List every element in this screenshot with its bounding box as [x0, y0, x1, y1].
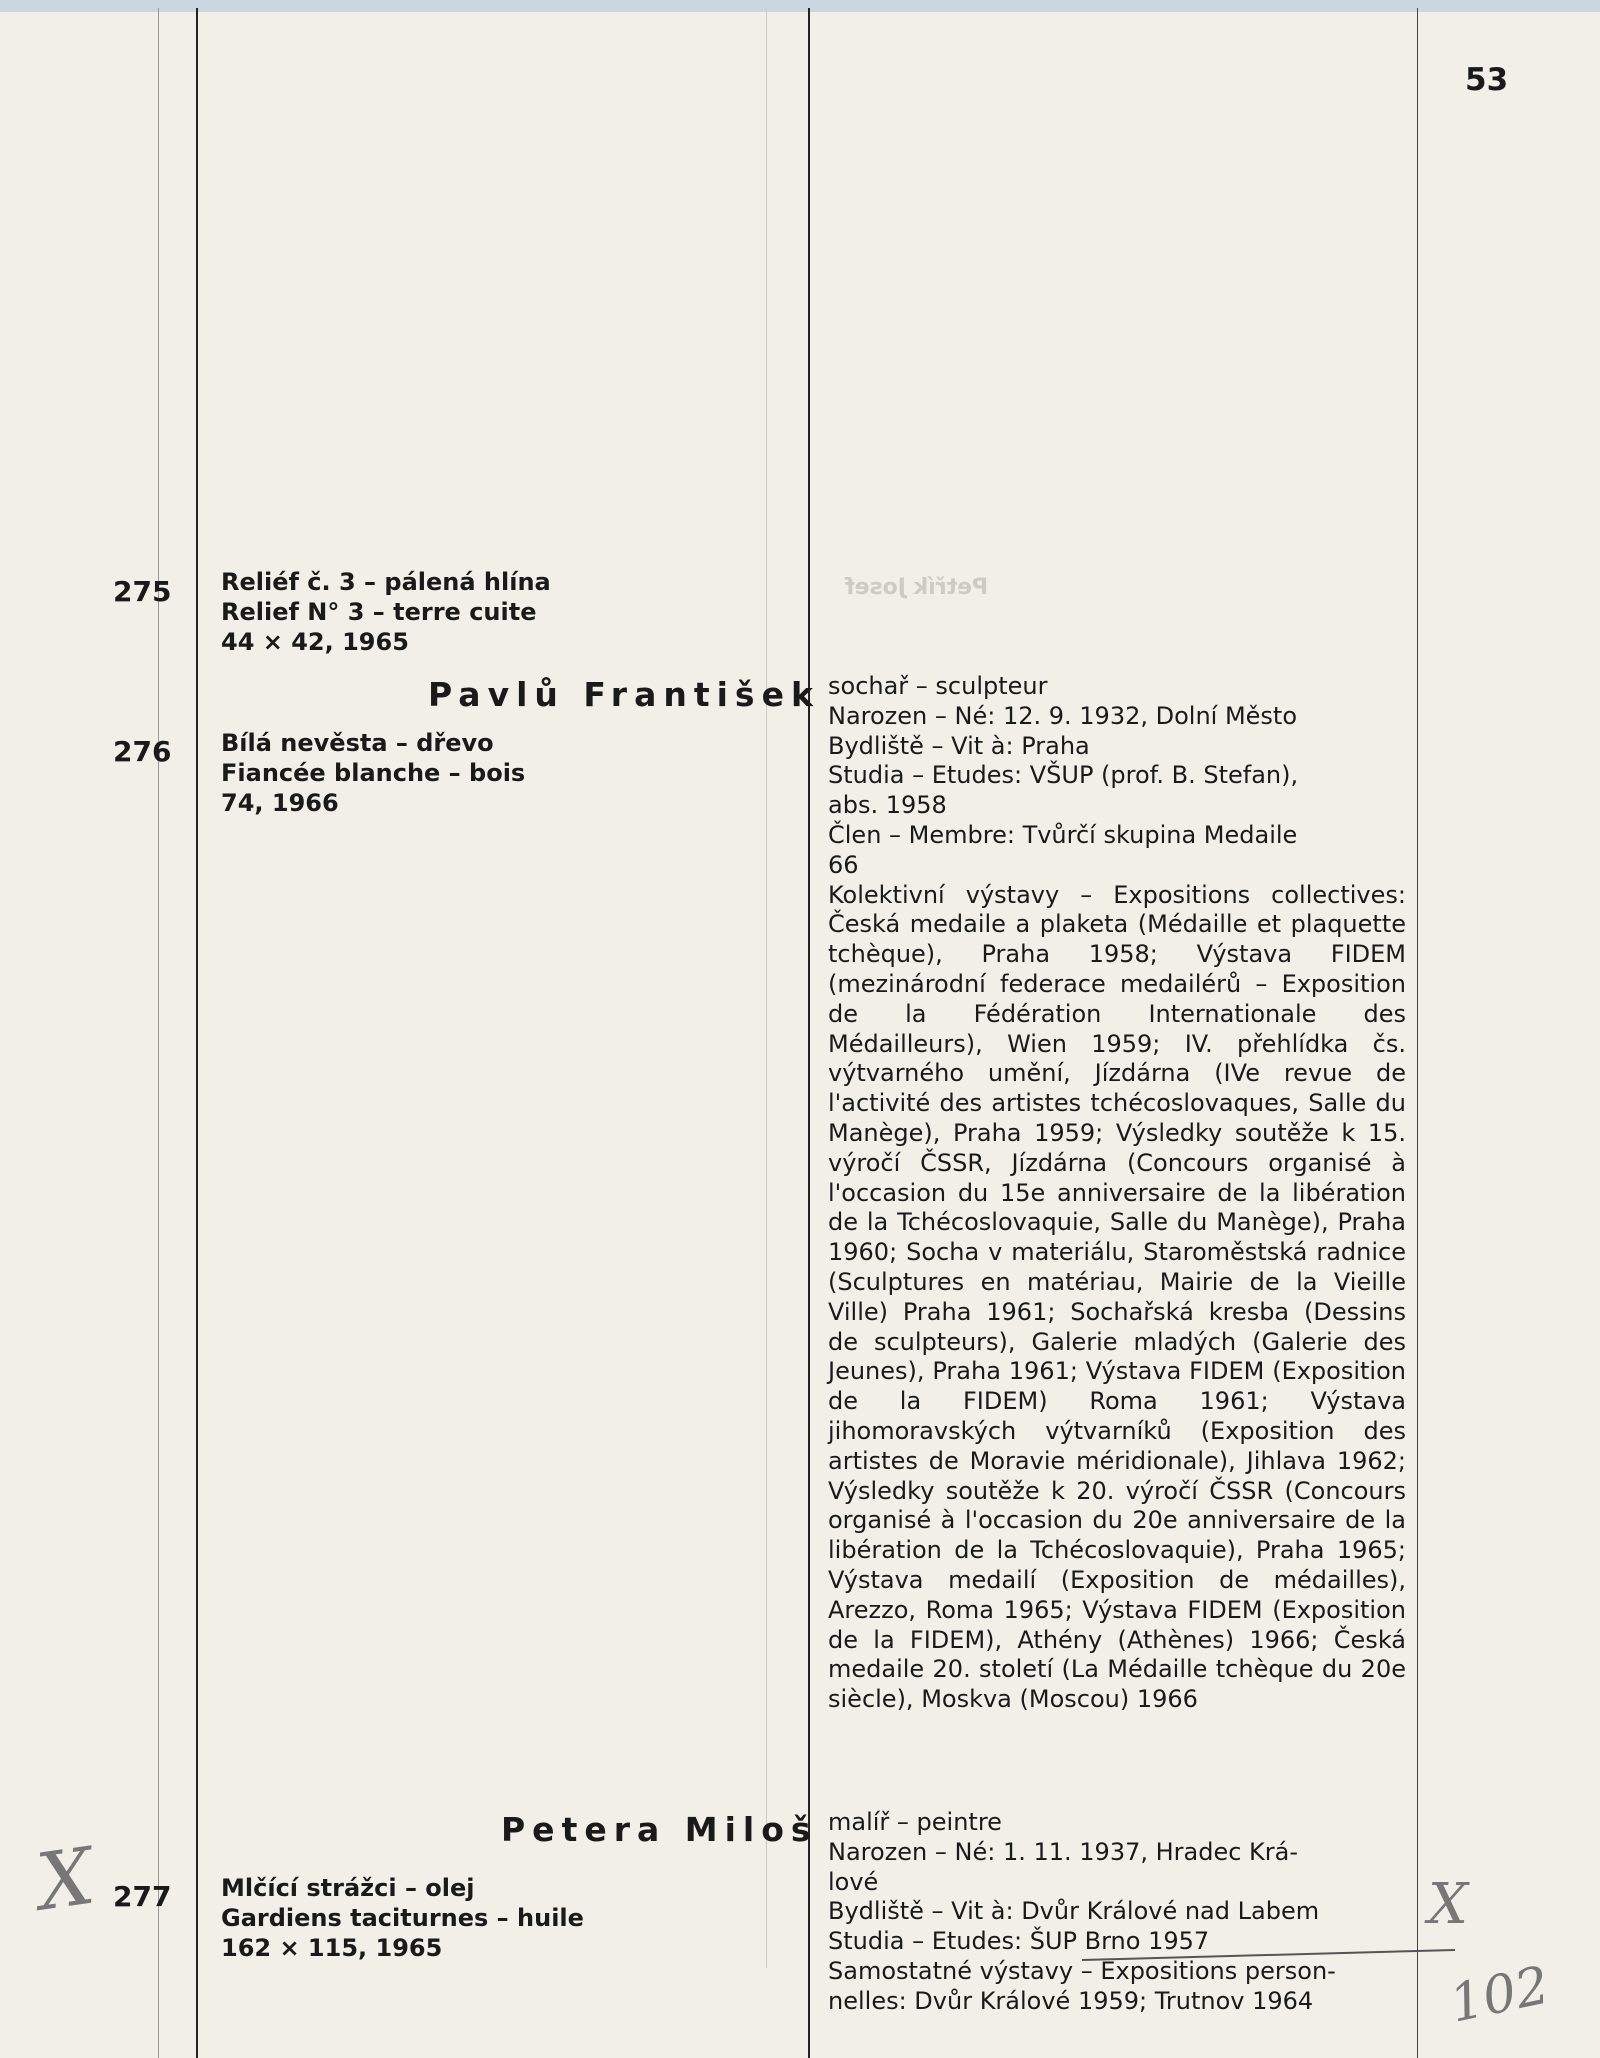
column-rule-artist: [808, 8, 810, 2058]
bio-line: Bydliště – Vit à: Praha: [828, 731, 1090, 760]
artist-name-petera: Petera Miloš: [501, 1810, 818, 1849]
work-title-cz: Reliéf č. 3 – pálená hlína: [221, 568, 551, 596]
show-through-text: Petřík Josef: [845, 575, 989, 600]
bio-line: 66: [828, 850, 859, 879]
page-number: 53: [1465, 62, 1509, 98]
bio-exhibitions: Kolektivní výstavy – Expositions collectives: Česká medaile a plaketa (Médaille et plaquette tchèque), Praha 1958; Výstava FIDEM (mezinárodní federace medailérů – Exposition de la Fédération Internationale des Médailleurs), Wien 1959; IV. přehlídka čs. výtvarného umění, Jízdárna (IVe revue de l'activité des artistes tchécoslovaques, Salle du Manège), Praha 1959; Výsledky soutěže k 15. výročí ČSSR, Jízdárna (Concours organisé à l'occasion du 15e anniversaire de la libération de la Tchécoslovaquie, Salle du Manège), Praha 1960; Socha v materiálu, Staroměstská radnice (Sculptures en matériau, Mairie de la Vieille Ville) Praha 1961; Sochařská kresba (Dessins de sculpteurs), Galerie mladých (Galerie des Jeunes), Praha 1961; Výstava FIDEM (Exposition de la FIDEM) Roma 1961; Výstava jihomoravských výtvarníků (Exposition des artistes de Moravie méridionale), Jihlava 1962; Výsledky soutěže k 20. výročí ČSSR (Concours organisé à l'occasion du 20e anniversaire de la libération de la Tchécoslovaquie), Praha 1965; Výstava medailí (Exposition de médailles), Arezzo, Roma 1965; Výstava FIDEM (Exposition de la FIDEM), Athény (Athènes) 1966; Česká medaile 20. století (La Médaille tchèque du 20e siècle), Moskva (Moscou) 1966: [828, 880, 1406, 1714]
column-rule-faint: [766, 8, 767, 1968]
handwritten-number: 102: [1444, 1955, 1555, 2035]
scan-edge: [0, 0, 1600, 12]
handwritten-x-left: X: [32, 1831, 100, 1929]
artist-bio-petera: [828, 1808, 1406, 2017]
catalog-number-275: 275: [113, 575, 172, 608]
bio-line: sochař – sculpteur: [828, 672, 1048, 700]
artist-bio-pavlu: [828, 672, 1406, 1715]
work-title-fr: Gardiens taciturnes – huile: [221, 1904, 584, 1932]
catalog-number-276: 276: [113, 735, 172, 768]
bio-line: nelles: Dvůr Králové 1959; Trutnov 1964: [828, 1986, 1314, 2015]
bio-line: lové: [828, 1867, 879, 1896]
work-277: [221, 1873, 584, 1963]
artist-name-pavlu: Pavlů František: [428, 675, 820, 714]
handwritten-x-right: X: [1428, 1872, 1468, 1937]
column-rule-right: [1417, 8, 1418, 2058]
pencil-underline: [1080, 1948, 1460, 1964]
bio-line: malíř – peintre: [828, 1808, 1002, 1836]
bio-line: Narozen – Né: 1. 11. 1937, Hradec Krá-: [828, 1837, 1299, 1866]
work-title-cz: Mlčící strážci – olej: [221, 1874, 475, 1902]
column-rule-work: [196, 8, 198, 2058]
catalog-number-277: 277: [113, 1880, 172, 1913]
work-275: [221, 567, 551, 657]
bio-line: abs. 1958: [828, 791, 947, 820]
column-rule-left: [158, 8, 159, 2058]
bio-line: Studia – Etudes: VŠUP (prof. B. Stefan),: [828, 761, 1299, 790]
work-title-fr: Fiancée blanche – bois: [221, 759, 526, 787]
bio-line: Člen – Membre: Tvůrčí skupina Medaile: [828, 820, 1298, 849]
bio-line: Samostatné výstavy – Expositions person-: [828, 1956, 1336, 1985]
work-276: [221, 728, 525, 818]
work-dimensions: 44 × 42, 1965: [221, 628, 409, 656]
bio-line: Narozen – Né: 12. 9. 1932, Dolní Město: [828, 701, 1298, 730]
work-dimensions: 162 × 115, 1965: [221, 1934, 443, 1962]
work-dimensions: 74, 1966: [221, 789, 339, 817]
work-title-fr: Relief N° 3 – terre cuite: [221, 598, 537, 626]
work-title-cz: Bílá nevěsta – dřevo: [221, 729, 494, 757]
bio-line: Studia – Etudes: ŠUP Brno 1957: [828, 1927, 1210, 1956]
bio-line: Bydliště – Vit à: Dvůr Králové nad Labem: [828, 1897, 1320, 1926]
